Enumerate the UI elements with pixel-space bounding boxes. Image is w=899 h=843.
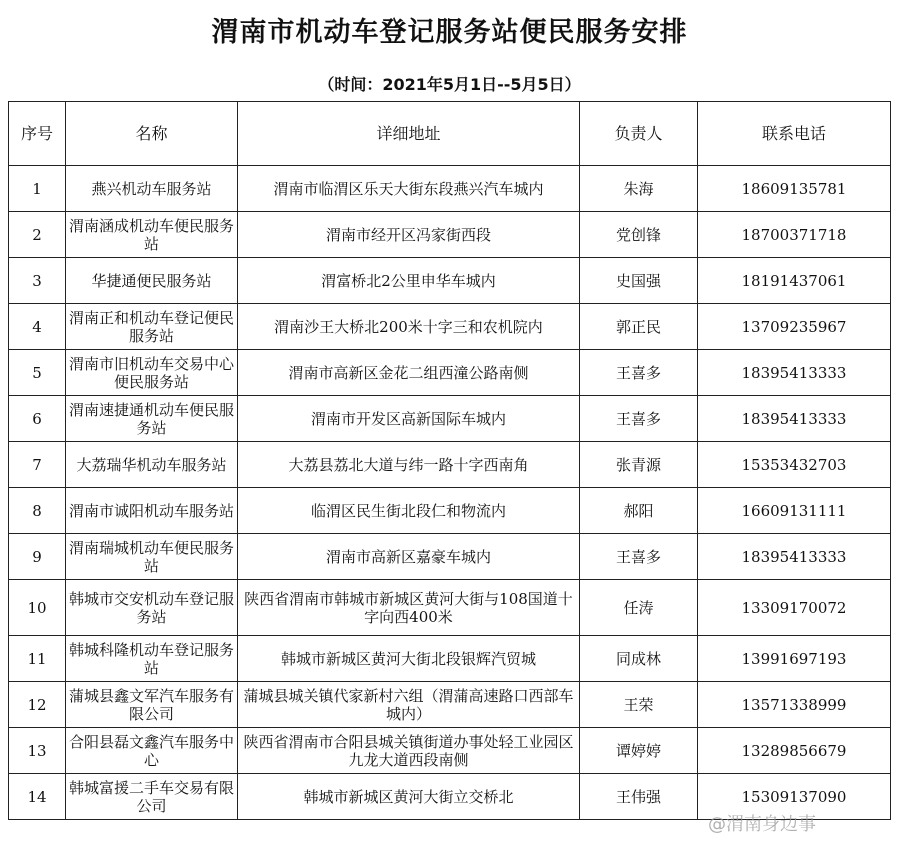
cell-no: 4: [9, 304, 66, 350]
cell-name: 韩城市交安机动车登记服务站: [66, 580, 238, 636]
cell-name: 蒲城县鑫文军汽车服务有限公司: [66, 682, 238, 728]
cell-name: 渭南瑞城机动车便民服务站: [66, 534, 238, 580]
cell-phone: 18609135781: [698, 166, 891, 212]
cell-person: 郝阳: [580, 488, 698, 534]
cell-name: 渭南市诚阳机动车服务站: [66, 488, 238, 534]
table-row: [9, 488, 891, 534]
page-title: 渭南市机动车登记服务站便民服务安排: [211, 17, 688, 48]
table-row: [9, 212, 891, 258]
cell-address: 韩城市新城区黄河大街北段银辉汽贸城: [238, 636, 580, 682]
table-row: [9, 166, 891, 212]
cell-person: 党创锋: [580, 212, 698, 258]
cell-address: 陕西省渭南市合阳县城关镇街道办事处轻工业园区九龙大道西段南侧: [238, 728, 580, 774]
cell-no: 7: [9, 442, 66, 488]
cell-no: 11: [9, 636, 66, 682]
cell-phone: 15309137090: [698, 774, 891, 820]
table-row: [9, 304, 891, 350]
cell-person: 王喜多: [580, 396, 698, 442]
cell-address: 渭南市临渭区乐天大街东段燕兴汽车城内: [238, 166, 580, 212]
cell-address: 渭南市开发区高新国际车城内: [238, 396, 580, 442]
table-row: [9, 682, 891, 728]
cell-address: 临渭区民生街北段仁和物流内: [238, 488, 580, 534]
cell-person: 张青源: [580, 442, 698, 488]
table-row: [9, 258, 891, 304]
cell-name: 燕兴机动车服务站: [66, 166, 238, 212]
table-row: [9, 442, 891, 488]
cell-no: 13: [9, 728, 66, 774]
header-phone: 联系电话: [698, 102, 891, 166]
cell-no: 2: [9, 212, 66, 258]
cell-phone: 18395413333: [698, 534, 891, 580]
cell-name: 大荔瑞华机动车服务站: [66, 442, 238, 488]
cell-person: 王伟强: [580, 774, 698, 820]
table-row: [9, 636, 891, 682]
cell-address: 蒲城县城关镇代家新村六组（渭蒲高速路口西部车城内）: [238, 682, 580, 728]
weibo-watermark: @渭南身边事: [708, 814, 816, 835]
table-row: [9, 534, 891, 580]
cell-no: 9: [9, 534, 66, 580]
cell-no: 5: [9, 350, 66, 396]
cell-address: 渭富桥北2公里申华车城内: [238, 258, 580, 304]
cell-name: 韩城科隆机动车登记服务站: [66, 636, 238, 682]
cell-person: 王喜多: [580, 350, 698, 396]
cell-phone: 18395413333: [698, 396, 891, 442]
cell-address: 渭南市高新区金花二组西潼公路南侧: [238, 350, 580, 396]
table-row: [9, 580, 891, 636]
cell-name: 合阳县磊文鑫汽车服务中心: [66, 728, 238, 774]
cell-person: 同成林: [580, 636, 698, 682]
header-address: 详细地址: [238, 102, 580, 166]
cell-person: 谭婷婷: [580, 728, 698, 774]
table-row: [9, 728, 891, 774]
cell-person: 郭正民: [580, 304, 698, 350]
cell-address: 韩城市新城区黄河大街立交桥北: [238, 774, 580, 820]
cell-address: 渭南沙王大桥北200米十字三和农机院内: [238, 304, 580, 350]
cell-no: 8: [9, 488, 66, 534]
header-no: 序号: [9, 102, 66, 166]
cell-name: 渭南市旧机动车交易中心便民服务站: [66, 350, 238, 396]
table-row: [9, 350, 891, 396]
page-subtitle: （时间：2021年5月1日--5月5日）: [318, 75, 581, 94]
cell-person: 王喜多: [580, 534, 698, 580]
cell-phone: 13709235967: [698, 304, 891, 350]
cell-address: 大荔县荔北大道与纬一路十字西南角: [238, 442, 580, 488]
cell-phone: 13309170072: [698, 580, 891, 636]
cell-no: 14: [9, 774, 66, 820]
cell-name: 华捷通便民服务站: [66, 258, 238, 304]
cell-name: 韩城富援二手车交易有限公司: [66, 774, 238, 820]
cell-person: 史国强: [580, 258, 698, 304]
cell-name: 渭南正和机动车登记便民服务站: [66, 304, 238, 350]
cell-address: 渭南市经开区冯家街西段: [238, 212, 580, 258]
cell-address: 渭南市高新区嘉豪车城内: [238, 534, 580, 580]
cell-phone: 13571338999: [698, 682, 891, 728]
cell-person: 王荣: [580, 682, 698, 728]
cell-no: 3: [9, 258, 66, 304]
cell-no: 12: [9, 682, 66, 728]
cell-no: 1: [9, 166, 66, 212]
cell-phone: 16609131111: [698, 488, 891, 534]
cell-no: 6: [9, 396, 66, 442]
cell-name: 渭南涵成机动车便民服务站: [66, 212, 238, 258]
cell-phone: 15353432703: [698, 442, 891, 488]
cell-phone: 18700371718: [698, 212, 891, 258]
header-name: 名称: [66, 102, 238, 166]
table-header-row: [9, 102, 891, 166]
cell-phone: 13289856679: [698, 728, 891, 774]
cell-no: 10: [9, 580, 66, 636]
cell-name: 渭南速捷通机动车便民服务站: [66, 396, 238, 442]
cell-person: 朱海: [580, 166, 698, 212]
cell-phone: 13991697193: [698, 636, 891, 682]
cell-phone: 18191437061: [698, 258, 891, 304]
cell-address: 陕西省渭南市韩城市新城区黄河大街与108国道十字向西400米: [238, 580, 580, 636]
cell-phone: 18395413333: [698, 350, 891, 396]
service-station-table: [8, 101, 891, 820]
header-person: 负责人: [580, 102, 698, 166]
cell-person: 任涛: [580, 580, 698, 636]
table-row: [9, 396, 891, 442]
